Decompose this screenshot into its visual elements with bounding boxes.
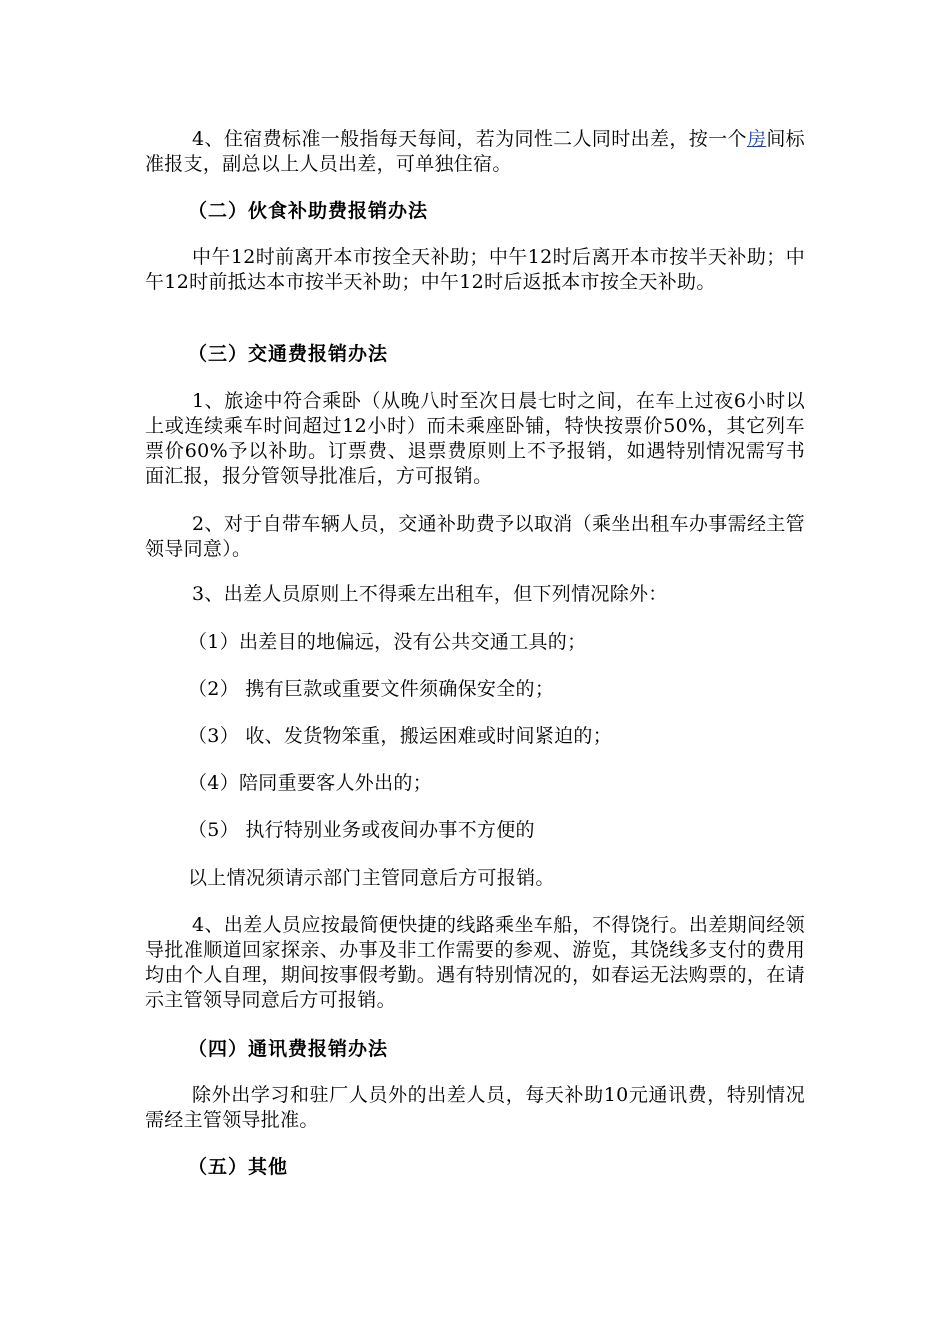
meal-heading: （二）伙食补助费报销办法: [188, 200, 429, 222]
taxi-exception-item-4: （4）陪同重要客人外出的；: [188, 772, 432, 794]
transport-paragraph-3: 3、出差人员原则上不得乘左出租车，但下列情况除外：: [192, 583, 668, 605]
room-link[interactable]: 房: [746, 128, 767, 150]
transport-paragraph-1: 1、旅途中符合乘卧（从晚八时至次日晨七时之间，在车上过夜6小时以上或连续乘车时间超过12小时）而未乘座卧铺，特快按票价50%，其它列车票价60%予以补助。订票费、退票费原则上不予报销，如遇特别情况需写书面汇报，报分管领导批准后，方可报销。: [145, 390, 805, 487]
lodging-text-before: 4、住宿费标准一般指每天每间，若为同性二人同时出差，按一个: [192, 128, 747, 150]
lodging-paragraph-4: [145, 127, 805, 177]
taxi-exception-item-5: （5） 执行特别业务或夜间办事不方便的: [188, 819, 535, 841]
meal-paragraph: 中午12时前离开本市按全天补助；中午12时后离开本市按半天补助；中午12时前抵达本市按半天补助；中午12时后返抵本市按全天补助。: [145, 246, 805, 293]
transport-paragraph-2: 2、对于自带车辆人员，交通补助费予以取消（乘坐出租车办事需经主管领导同意）。: [145, 513, 805, 560]
transport-paragraph-4: 4、出差人员应按最简便快捷的线路乘坐车船，不得饶行。出差期间经领导批准顺道回家探亲、办事及非工作需要的参观、游览，其饶线多支付的费用均由个人自理，期间按事假考勤。遇有特别情况的，如春运无法购票的，在请示主管领导同意后方可报销。: [145, 914, 805, 1011]
communication-paragraph: 除外出学习和驻厂人员外的出差人员，每天补助10元通讯费，特别情况需经主管领导批准。: [145, 1084, 805, 1131]
communication-heading: （四）通讯费报销办法: [188, 1038, 389, 1060]
transport-heading: （三）交通费报销办法: [188, 343, 389, 365]
taxi-exception-item-1: （1）出差目的地偏远，没有公共交通工具的；: [188, 631, 587, 653]
taxi-exception-item-2: （2） 携有巨款或重要文件须确保安全的；: [188, 678, 555, 700]
taxi-exception-item-3: （3） 收、发货物笨重，搬运困难或时间紧迫的；: [188, 725, 613, 747]
other-heading: （五）其他: [188, 1156, 289, 1178]
approval-note: 以上情况须请示部门主管同意后方可报销。: [188, 867, 555, 889]
lodging-text-after: 间标准报支，副总以上人员出差，可单独住宿。: [145, 128, 805, 175]
